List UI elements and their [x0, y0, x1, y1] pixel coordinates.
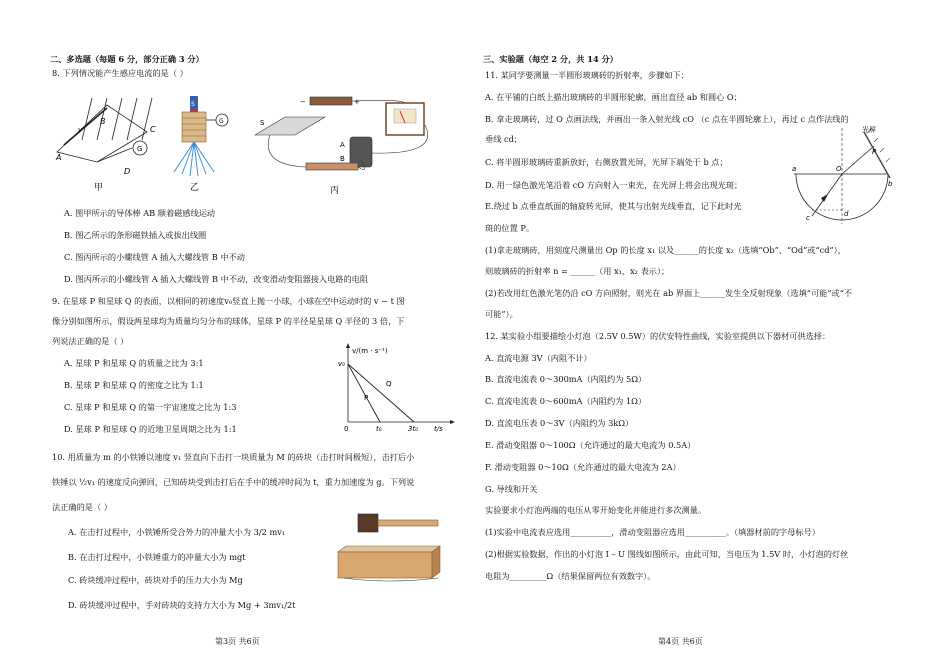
label-d: d	[844, 210, 849, 218]
point-D: D	[124, 167, 131, 176]
q11-line-3: B. 拿走玻璃砖，过 O 点画法线，并画出一条入射光线 cO （c 点在半圆轮廓上），再过 c 点作法线的	[485, 114, 849, 124]
switch-label-S: S	[260, 119, 265, 127]
q11-line-11: (2)若改用红色激光笔仍沿 cO 方向照射，则光在 ab 界面上______发生全反射现象（选填“可能”或“不	[485, 288, 853, 298]
battery-minus: −	[300, 98, 306, 106]
graph-line-Q: Q	[386, 380, 392, 388]
q10-hammer-brick-figure	[330, 510, 450, 586]
q11-line-10: 则玻璃砖的折射率 n = ______（用 x₁、x₂ 表示）；	[485, 266, 670, 276]
q10-stem-line-2: 铁锤以 ½v₁ 的速度反向弹回，已知砖块受到击打后在手中的缓冲时间为 t，重力加速度为 g。下列说	[52, 477, 415, 487]
q9-stem-line-2: 像分别如图所示，假设两星球均为质量均匀分布的球体，星球 P 的半径是星球 Q 半径的 3 倍，下	[52, 316, 405, 326]
graph-origin: 0	[344, 425, 349, 432]
q8-stem: 8. 下列情况能产生感应电流的是（ ）	[52, 68, 188, 78]
footer-page-3: 第3页 共6页	[215, 637, 260, 646]
q12-option-B: B. 直流电流表 0～300mA（内阻约为 5Ω）	[485, 374, 647, 384]
page-4	[475, 0, 950, 671]
graph-xlabel: t/s	[434, 425, 443, 432]
q10-option-D: D. 砖块缓冲过程中，手对砖块的支持力大小为 Mg + 3mv₁/2t	[68, 600, 296, 610]
coil-label-B: B	[340, 155, 345, 163]
galvanometer-label-yi: G	[219, 118, 224, 125]
q11-line-2: A. 在平铺的白纸上描出玻璃砖的半圆形轮廓，画出直径 ab 和圆心 O；	[485, 92, 742, 102]
q12-option-A: A. 直流电源 3V（内阻不计）	[485, 353, 592, 363]
graph-3t0: 3t₀	[408, 425, 419, 432]
q12-requirement: 实验要求小灯泡两端的电压从零开始变化并能进行多次测量。	[485, 505, 707, 515]
label-b: b	[888, 180, 893, 188]
footer-page-4: 第4页 共6页	[658, 637, 703, 646]
section-heading-experiment: 三、实验题（每空 2 分，共 14 分）	[483, 54, 618, 64]
q12-option-D: D. 直流电压表 0～3V（内阻约为 3kΩ）	[485, 418, 634, 428]
q9-option-C: C. 星球 P 和星球 Q 的第一宇宙速度之比为 1:3	[64, 402, 237, 412]
q9-vt-graph	[330, 342, 460, 432]
label-O: O	[836, 165, 842, 173]
q9-option-B: B. 星球 P 和星球 Q 的密度之比为 1:1	[64, 380, 204, 390]
label-bing: 丙	[330, 186, 340, 196]
q12-option-C: C. 直流电流表 0～600mA（内阻约为 1Ω）	[485, 396, 647, 406]
velocity-v: v	[78, 126, 83, 134]
q11-line-5: C. 将半圆形玻璃砖重新放好，右侧放置光屏，光屏下端处于 b 点；	[485, 157, 728, 167]
q11-semicircle-figure	[790, 124, 900, 230]
q12-part-1: (1)实验中电流表应选用__________，滑动变阻器应选用__________。（填器材前的字母标号）	[485, 527, 820, 537]
q10-option-C: C. 砖块缓冲过程中，砖块对手的压力大小为 Mg	[68, 575, 243, 585]
q8-option-A: A. 图甲所示的导体棒 AB 顺着磁感线运动	[64, 208, 216, 218]
q8-option-B: B. 图乙所示的条形磁铁插入或拔出线圈	[64, 230, 207, 240]
q8-option-D: D. 图丙所示的小螺线管 A 插入大螺线管 B 中不动，改变滑动变阻器接入电路的电阻	[64, 274, 369, 284]
label-screen: 光屏	[862, 126, 876, 134]
label-yi: 乙	[190, 183, 200, 193]
label-a: a	[792, 165, 797, 173]
galvanometer-label-jia: G	[137, 145, 143, 153]
q9-stem-line-1: 9. 在星球 P 和星球 Q 的表面，以相同的初速度v₀竖直上抛一小球，小球在空中运动时的 v − t 图	[52, 296, 405, 306]
figure-yi	[174, 96, 228, 193]
graph-t0: t₀	[376, 425, 382, 432]
q9-option-D: D. 星球 P 和星球 Q 的近地卫星周期之比为 1:1	[64, 424, 237, 434]
figure-jia	[55, 98, 156, 193]
point-C: C	[150, 125, 156, 134]
q8-option-C: C. 图丙所示的小螺线管 A 插入大螺线管 B 中不动	[64, 252, 245, 262]
q9-stem-line-3: 列说法正确的是（ ）	[52, 336, 129, 346]
graph-v0: v₀	[338, 360, 345, 368]
q10-option-A: A. 在击打过程中，小铁锤所受合外力的冲量大小为 3/2 mv₁	[68, 527, 286, 537]
label-P: P	[872, 148, 877, 156]
graph-line-P: P	[364, 394, 369, 402]
point-B: B	[100, 117, 106, 126]
q12-part-2-line-2: 电阻为_________Ω（结果保留两位有效数字）。	[485, 571, 656, 581]
label-jia: 甲	[94, 183, 104, 193]
q11-line-12: 可能”）。	[485, 309, 518, 319]
q12-option-E: E. 滑动变阻器 0～100Ω（允许通过的最大电流为 0.5A）	[485, 440, 696, 450]
q11-line-8: 斑的位置 P。	[485, 223, 535, 233]
q9-option-A: A. 星球 P 和星球 Q 的质量之比为 3:1	[64, 358, 204, 368]
q10-stem-line-1: 10. 用质量为 m 的小铁锤以速度 v₁ 竖直向下击打一块质量为 M 的砖块（击打时间极短），击打后小	[52, 452, 415, 462]
point-A: A	[56, 153, 62, 162]
q12-option-F: F. 滑动变阻器 0～10Ω（允许通过的最大电流为 2A）	[485, 462, 681, 472]
q12-part-2-line-1: (2)根据实验数据，作出的小灯泡 I – U 图线如图所示，由此可知，当电压为 1.5V 时，小灯泡的灯丝	[485, 549, 849, 559]
graph-ylabel: v/(m · s⁻¹)	[352, 347, 388, 355]
q11-line-4: 垂线 cd；	[485, 134, 522, 144]
q10-option-B: B. 在击打过程中，小铁锤重力的冲量大小为 mgt	[68, 552, 246, 562]
q11-line-9: (1)拿走玻璃砖，用刻度尺测量出 Op 的长度 x₁ 以及______的长度 x₂（选填“Ob”、“Od”或“cd”），	[485, 245, 846, 255]
q11-line-7: E.绕过 b 点垂直纸面的轴旋转光屏，使其与出射光线垂直，记下此时光	[485, 201, 742, 211]
pole-S: S	[191, 101, 195, 108]
battery-plus: +	[354, 98, 360, 106]
q11-line-6: D. 用一绿色激光笔沿着 cO 方向射入一束光，在光屏上将会出现光斑；	[485, 180, 743, 190]
q11-line-1: 11. 某同学要测量一半圆形玻璃砖的折射率，步骤如下：	[485, 70, 689, 80]
q12-line-1: 12. 某实验小组要描绘小灯泡（2.5V 0.5W）的伏安特性曲线，实验室提供以下器材可供选择：	[485, 331, 831, 341]
section-heading-multi-choice: 二、多选题（每题 6 分，部分正确 3 分）	[50, 54, 204, 64]
figure-bing	[250, 95, 440, 197]
label-c: c	[806, 214, 810, 222]
coil-label-A: A	[340, 141, 345, 149]
q10-stem-line-3: 法正确的是（ ）	[52, 502, 112, 512]
q12-option-G: G. 导线和开关	[485, 484, 538, 494]
